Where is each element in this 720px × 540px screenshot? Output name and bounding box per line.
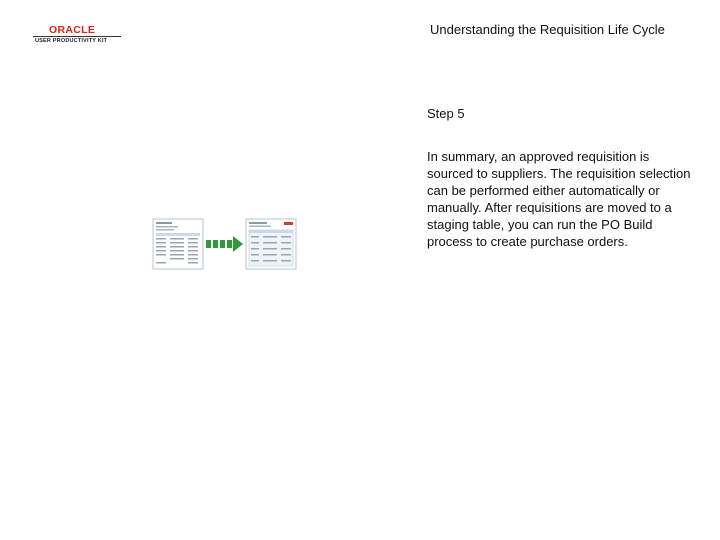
requisition-document-icon bbox=[153, 219, 203, 269]
logo-brand: ORACLE bbox=[49, 24, 96, 36]
oracle-upk-logo bbox=[33, 24, 123, 48]
requisition-to-po-illustration bbox=[150, 216, 300, 272]
logo-subtitle: USER PRODUCTIVITY KIT bbox=[35, 38, 108, 44]
logo-divider bbox=[33, 36, 121, 37]
purchase-order-document-icon bbox=[246, 219, 296, 269]
step-heading: Step 5 bbox=[427, 106, 465, 121]
page-title: Understanding the Requisition Life Cycle bbox=[430, 22, 665, 37]
arrow-right-icon bbox=[206, 236, 243, 252]
step-description: In summary, an approved requisition is sourced to suppliers. The requisition selection can be performed either automatically or manually. After requisitions are moved to a staging table, you can run the PO Build process to create purchase orders. bbox=[427, 149, 691, 249]
